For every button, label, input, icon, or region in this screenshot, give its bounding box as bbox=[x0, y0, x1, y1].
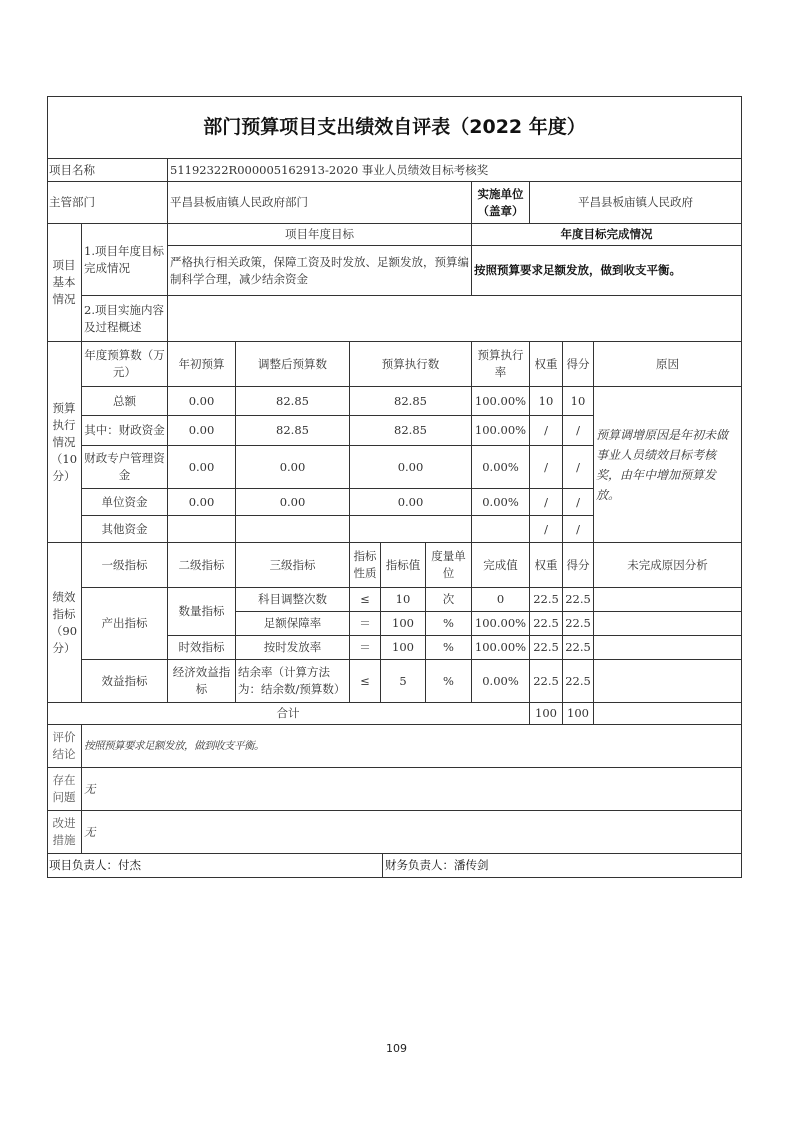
perf-row-nature: ＝ bbox=[350, 636, 381, 660]
perf-header-level3: 三级指标 bbox=[236, 543, 350, 588]
budget-row-score: / bbox=[563, 489, 594, 516]
perf-row-weight: 22.5 bbox=[530, 612, 563, 636]
budget-header-initial: 年初预算 bbox=[168, 342, 236, 387]
perf-row-value: 100 bbox=[381, 612, 426, 636]
perf-header-unit: 度量单位 bbox=[426, 543, 472, 588]
perf-header-nature: 指标性质 bbox=[350, 543, 381, 588]
budget-header-weight: 权重 bbox=[530, 342, 563, 387]
perf-row-value: 100 bbox=[381, 636, 426, 660]
page-number: 109 bbox=[386, 1042, 407, 1055]
budget-row-executed: 0.00 bbox=[350, 489, 472, 516]
perf-header-level1: 一级指标 bbox=[82, 543, 168, 588]
perf-row-score: 22.5 bbox=[563, 636, 594, 660]
perf-row-unit: 次 bbox=[426, 588, 472, 612]
project-name-value: 51192322R000005162913-2020 事业人员绩效目标考核奖 bbox=[168, 159, 742, 182]
budget-row-rate bbox=[472, 516, 530, 543]
budget-row-score: / bbox=[563, 416, 594, 446]
perf-row-reason bbox=[594, 588, 742, 612]
perf-row-nature: ≤ bbox=[350, 660, 381, 703]
budget-reason: 预算调增原因是年初未做事业人员绩效目标考核奖，由年中增加预算发放。 bbox=[594, 387, 742, 543]
impl-unit-label: 实施单位（盖章） bbox=[472, 182, 530, 224]
total-weight: 100 bbox=[530, 703, 563, 725]
perf-row-actual: 100.00% bbox=[472, 612, 530, 636]
budget-row-adjusted: 0.00 bbox=[236, 446, 350, 489]
budget-row-label: 其他资金 bbox=[82, 516, 168, 543]
perf-row-value: 10 bbox=[381, 588, 426, 612]
perf-level2-quantity: 数量指标 bbox=[168, 588, 236, 636]
issues-text: 无 bbox=[82, 768, 742, 811]
total-reason bbox=[594, 703, 742, 725]
perf-row-reason bbox=[594, 660, 742, 703]
perf-row-level3: 足额保障率 bbox=[236, 612, 350, 636]
perf-row-score: 22.5 bbox=[563, 612, 594, 636]
budget-header-adjusted: 调整后预算数 bbox=[236, 342, 350, 387]
budget-row-adjusted: 82.85 bbox=[236, 387, 350, 416]
budget-row-rate: 0.00% bbox=[472, 446, 530, 489]
issues-label: 存在问题 bbox=[47, 768, 82, 811]
perf-level1-output: 产出指标 bbox=[82, 588, 168, 660]
budget-row-rate: 100.00% bbox=[472, 387, 530, 416]
perf-row-nature: ＝ bbox=[350, 612, 381, 636]
budget-row-score: / bbox=[563, 446, 594, 489]
perf-row-value: 5 bbox=[381, 660, 426, 703]
project-lead: 项目负责人：付杰 bbox=[47, 854, 383, 878]
perf-row-score: 22.5 bbox=[563, 660, 594, 703]
budget-row-executed: 0.00 bbox=[350, 446, 472, 489]
improve-label: 改进措施 bbox=[47, 811, 82, 854]
dept-label: 主管部门 bbox=[47, 182, 168, 224]
perf-row-actual: 0 bbox=[472, 588, 530, 612]
budget-row-rate: 0.00% bbox=[472, 489, 530, 516]
perf-header-actual: 完成值 bbox=[472, 543, 530, 588]
perf-row-weight: 22.5 bbox=[530, 660, 563, 703]
completion-header: 年度目标完成情况 bbox=[472, 224, 742, 246]
perf-row-nature: ≤ bbox=[350, 588, 381, 612]
perf-row-reason bbox=[594, 612, 742, 636]
budget-row-label: 总额 bbox=[82, 387, 168, 416]
budget-header-annual: 年度预算数（万元） bbox=[82, 342, 168, 387]
goal-header: 项目年度目标 bbox=[168, 224, 472, 246]
dept-value: 平昌县板庙镇人民政府部门 bbox=[168, 182, 472, 224]
perf-row-level3: 按时发放率 bbox=[236, 636, 350, 660]
budget-row-weight: / bbox=[530, 446, 563, 489]
budget-row-label: 其中：财政资金 bbox=[82, 416, 168, 446]
conclusion-label: 评价结论 bbox=[47, 725, 82, 768]
perf-row-level3: 结余率（计算方法为：结余数/预算数） bbox=[236, 660, 350, 703]
perf-header-level2: 二级指标 bbox=[168, 543, 236, 588]
goal-text: 严格执行相关政策，保障工资及时发放、足额发放，预算编制科学合理，减少结余资金 bbox=[168, 246, 472, 296]
budget-header-rate: 预算执行率 bbox=[472, 342, 530, 387]
perf-header-value: 指标值 bbox=[381, 543, 426, 588]
perf-row-reason bbox=[594, 636, 742, 660]
budget-row-score: 10 bbox=[563, 387, 594, 416]
perf-header-reason: 未完成原因分析 bbox=[594, 543, 742, 588]
budget-row-label: 单位资金 bbox=[82, 489, 168, 516]
budget-row-rate: 100.00% bbox=[472, 416, 530, 446]
basic-section-label: 项目基本情况 bbox=[47, 224, 82, 342]
perf-row-actual: 0.00% bbox=[472, 660, 530, 703]
budget-row-executed: 82.85 bbox=[350, 416, 472, 446]
perf-header-score: 得分 bbox=[563, 543, 594, 588]
budget-row-initial: 0.00 bbox=[168, 446, 236, 489]
budget-row-score: / bbox=[563, 516, 594, 543]
perf-row-level3: 科目调整次数 bbox=[236, 588, 350, 612]
perf-row-score: 22.5 bbox=[563, 588, 594, 612]
perf-level2-timeliness: 时效指标 bbox=[168, 636, 236, 660]
perf-row-unit: % bbox=[426, 636, 472, 660]
finance-lead: 财务负责人：潘传剑 bbox=[383, 854, 742, 878]
perf-level1-benefit: 效益指标 bbox=[82, 660, 168, 703]
conclusion-text: 按照预算要求足额发放，做到收支平衡。 bbox=[82, 725, 742, 768]
perf-section-label: 绩效指标（90分） bbox=[47, 543, 82, 703]
process-label: 2.项目实施内容及过程概述 bbox=[82, 296, 168, 342]
budget-section-label: 预算执行情况（10分） bbox=[47, 342, 82, 543]
perf-row-weight: 22.5 bbox=[530, 636, 563, 660]
budget-row-adjusted: 0.00 bbox=[236, 489, 350, 516]
completion-text: 按照预算要求足额发放，做到收支平衡。 bbox=[472, 246, 742, 296]
budget-header-executed: 预算执行数 bbox=[350, 342, 472, 387]
budget-row-initial: 0.00 bbox=[168, 416, 236, 446]
budget-row-initial: 0.00 bbox=[168, 387, 236, 416]
process-text bbox=[168, 296, 742, 342]
goal-label: 1.项目年度目标完成情况 bbox=[82, 224, 168, 296]
perf-row-weight: 22.5 bbox=[530, 588, 563, 612]
budget-row-weight: / bbox=[530, 416, 563, 446]
perf-row-actual: 100.00% bbox=[472, 636, 530, 660]
budget-row-initial bbox=[168, 516, 236, 543]
budget-row-executed: 82.85 bbox=[350, 387, 472, 416]
budget-header-reason: 原因 bbox=[594, 342, 742, 387]
budget-row-initial: 0.00 bbox=[168, 489, 236, 516]
budget-row-adjusted: 82.85 bbox=[236, 416, 350, 446]
budget-header-score: 得分 bbox=[563, 342, 594, 387]
budget-row-adjusted bbox=[236, 516, 350, 543]
perf-header-weight: 权重 bbox=[530, 543, 563, 588]
perf-row-unit: % bbox=[426, 660, 472, 703]
budget-row-executed bbox=[350, 516, 472, 543]
budget-row-weight: / bbox=[530, 489, 563, 516]
perf-row-unit: % bbox=[426, 612, 472, 636]
total-label: 合计 bbox=[47, 703, 530, 725]
perf-level2-economic: 经济效益指标 bbox=[168, 660, 236, 703]
budget-row-label: 财政专户管理资金 bbox=[82, 446, 168, 489]
budget-row-weight: 10 bbox=[530, 387, 563, 416]
impl-unit-value: 平昌县板庙镇人民政府 bbox=[530, 182, 742, 224]
project-name-label: 项目名称 bbox=[47, 159, 168, 182]
budget-row-weight: / bbox=[530, 516, 563, 543]
total-score: 100 bbox=[563, 703, 594, 725]
improve-text: 无 bbox=[82, 811, 742, 854]
page-title: 部门预算项目支出绩效自评表（2022 年度） bbox=[47, 96, 742, 159]
